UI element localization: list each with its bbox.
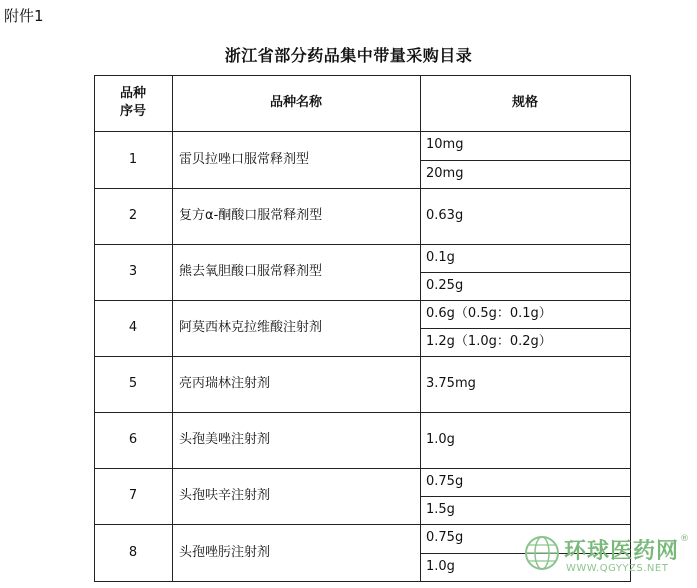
watermark-registered: ®: [680, 534, 689, 544]
row-spec: 0.1g: [426, 250, 455, 265]
table-border-top: [94, 75, 631, 76]
watermark-url: WWW.QGYYZS.NET: [566, 563, 669, 574]
row-spec: 20mg: [426, 165, 464, 181]
header-seq-line2: 序号: [119, 104, 146, 119]
header-name: 品种名称: [269, 95, 322, 110]
row-seq: 4: [128, 320, 138, 335]
row-drug-name: 熊去氧胆酸口服常释剂型: [179, 264, 323, 279]
row-spec: 1.0g: [426, 558, 455, 574]
spec-split-line: [420, 496, 631, 497]
row-seq: 2: [128, 208, 138, 223]
globe-icon: [524, 535, 560, 571]
table-row-line: [94, 188, 631, 189]
row-spec: 0.25g: [426, 278, 464, 293]
header-spec: 规格: [511, 95, 538, 110]
table-row-line: [94, 412, 631, 413]
row-spec: 1.2g（1.0g：0.2g）: [426, 334, 552, 349]
attachment-label: 附件1: [4, 7, 44, 25]
table-col-divider-1: [172, 75, 173, 582]
row-drug-name: 头孢呋辛注射剂: [179, 488, 271, 503]
row-spec: 0.6g（0.5g：0.1g）: [426, 306, 552, 321]
row-seq: 8: [128, 544, 138, 560]
row-spec: 3.75mg: [426, 376, 476, 391]
table-header-bottom: [94, 131, 631, 132]
row-seq: 5: [128, 376, 138, 391]
row-seq: 1: [128, 151, 138, 167]
row-seq: 6: [128, 432, 138, 447]
row-seq: 3: [128, 264, 138, 279]
table-row-line: [94, 468, 631, 469]
page-title: 浙江省部分药品集中带量采购目录: [224, 46, 473, 65]
row-spec: 0.75g: [426, 530, 464, 546]
table-row-line: [94, 300, 631, 301]
table-row-line: [94, 356, 631, 357]
table-row-line: [94, 524, 631, 525]
row-spec: 1.5g: [426, 502, 455, 517]
row-drug-name: 亮丙瑞林注射剂: [179, 376, 271, 391]
spec-split-line: [420, 160, 631, 161]
row-drug-name: 头孢美唑注射剂: [179, 432, 271, 447]
row-drug-name: 阿莫西林克拉维酸注射剂: [179, 320, 323, 335]
row-spec: 0.63g: [426, 208, 464, 223]
row-spec: 0.75g: [426, 474, 464, 489]
row-seq: 7: [128, 488, 138, 503]
table-row-line: [94, 244, 631, 245]
watermark-brand: 环球医药网: [564, 539, 680, 564]
row-spec: 1.0g: [426, 432, 455, 447]
row-drug-name: 雷贝拉唑口服常释剂型: [179, 151, 310, 167]
row-drug-name: 头孢唑肟注射剂: [179, 544, 271, 560]
header-seq-line1: 品种: [119, 86, 146, 101]
row-spec: 10mg: [426, 137, 464, 153]
watermark-logo: [524, 532, 694, 584]
spec-split-line: [420, 328, 631, 329]
spec-split-line: [420, 272, 631, 273]
row-drug-name: 复方α-酮酸口服常释剂型: [179, 208, 323, 223]
